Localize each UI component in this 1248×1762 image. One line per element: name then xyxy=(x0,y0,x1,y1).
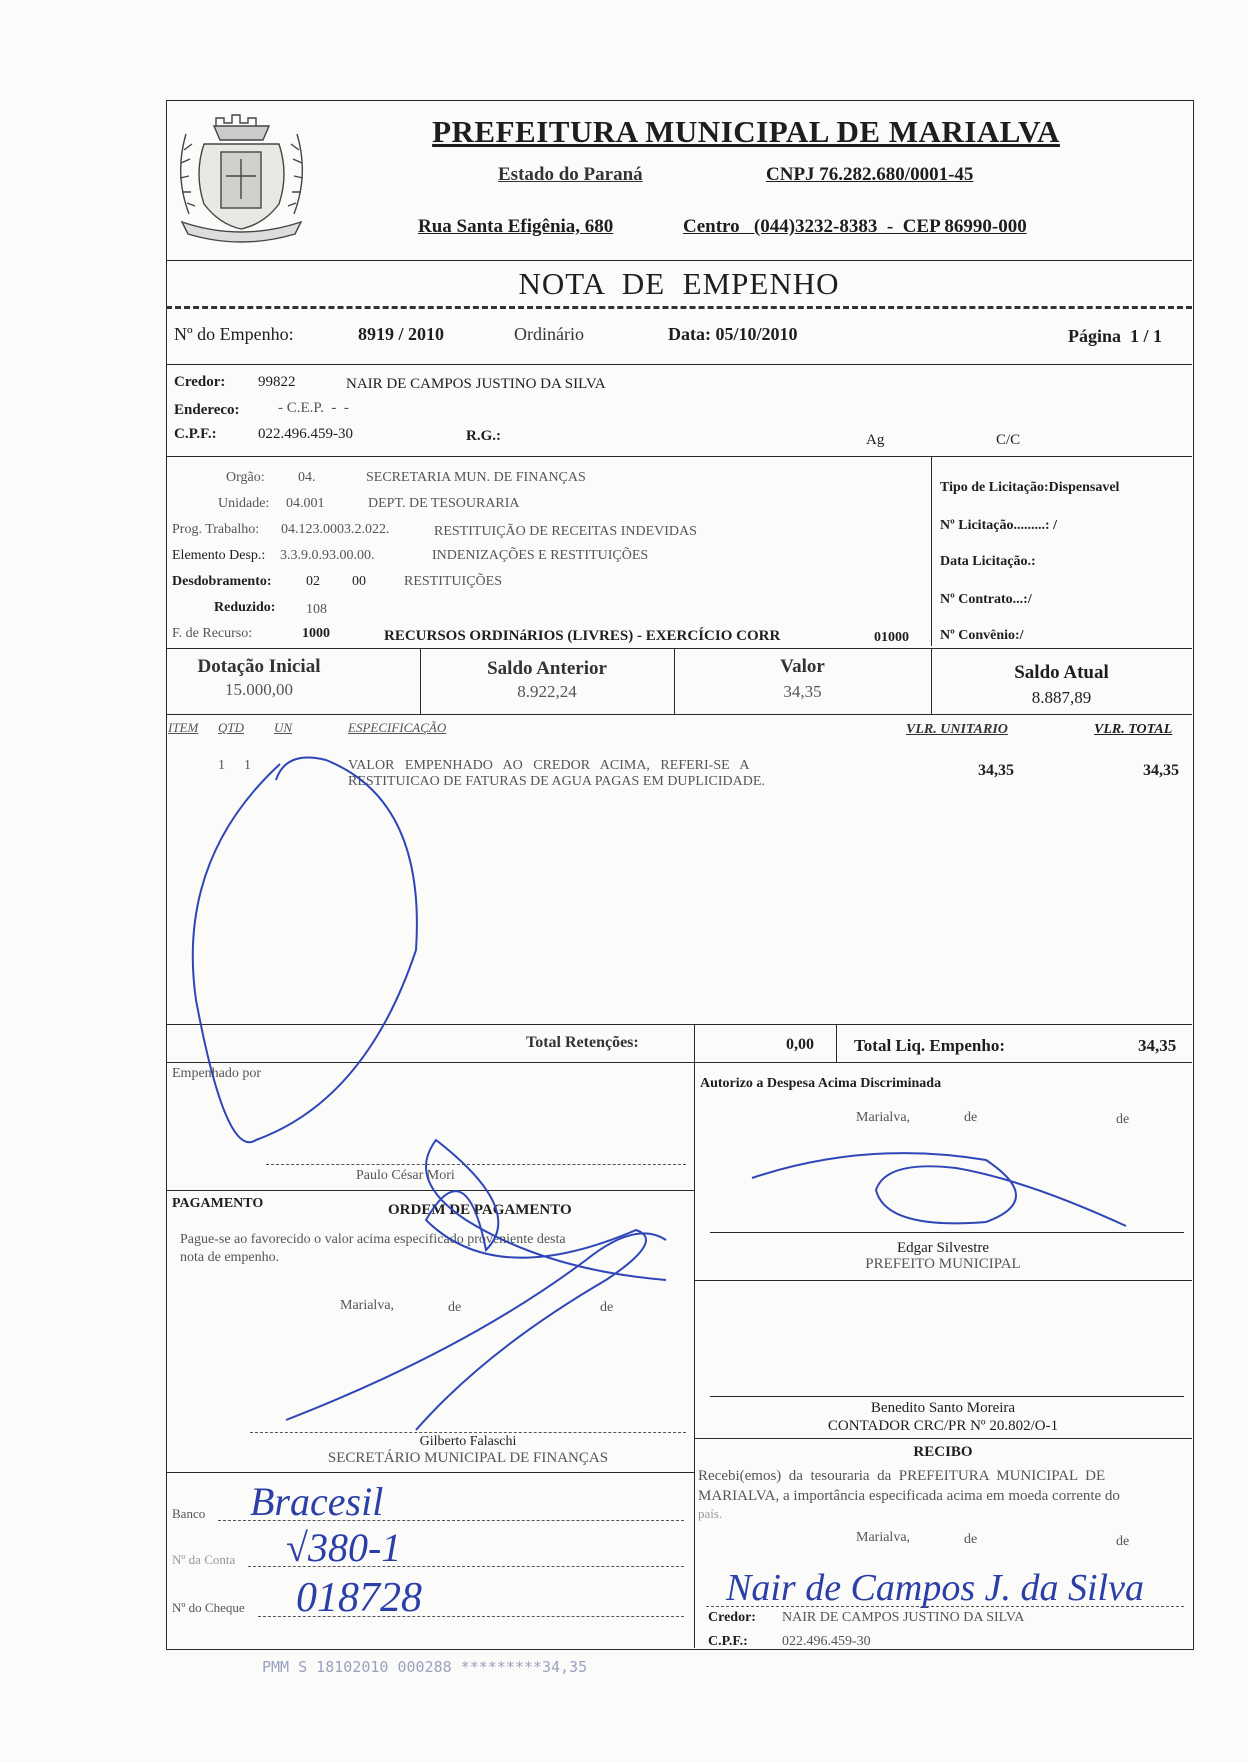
row-item: 1 xyxy=(218,758,225,773)
col-especificacao: ESPECIFICAÇÃO xyxy=(348,720,447,735)
pagamento-label: PAGAMENTO xyxy=(172,1196,264,1211)
prefeitura-title: PREFEITURA MUNICIPAL DE MARIALVA xyxy=(432,114,1060,149)
recurso-name: RECURSOS ORDINáRIOS (LIVRES) - EXERCÍCIO CORR xyxy=(384,628,781,644)
recibo-cpf-value: 022.496.459-30 xyxy=(782,1634,871,1649)
unidade-name: DEPT. DE TESOURARIA xyxy=(368,496,520,511)
recibo-signature: Nair de Campos J. da Silva xyxy=(726,1567,1144,1609)
banco-label: Banco xyxy=(172,1506,206,1521)
contador-title: CONTADOR CRC/PR Nº 20.802/O-1 xyxy=(827,1418,1059,1434)
prog-value: 04.123.0003.2.022. xyxy=(281,522,390,537)
row-vlr-unitario: 34,35 xyxy=(978,762,1014,779)
secretario-title: SECRETÁRIO MUNICIPAL DE FINANÇAS xyxy=(327,1450,609,1466)
address-label: Rua Santa Efigênia, 680 xyxy=(418,216,614,237)
col-vlr-unitario: VLR. UNITARIO xyxy=(906,722,1008,737)
row-description-1: VALOR EMPENHADO AO CREDOR ACIMA, REFERI-SE A xyxy=(348,758,750,773)
desdobramento-name: RESTITUIÇÕES xyxy=(404,574,502,589)
contador-name: Benedito Santo Moreira xyxy=(870,1400,1016,1416)
secretario-name: Gilberto Falaschi xyxy=(419,1434,517,1449)
liq-empenho-label: Total Liq. Empenho: xyxy=(854,1036,1005,1055)
desdobramento-label: Desdobramento: xyxy=(172,574,272,589)
ag-label: Ag xyxy=(866,432,885,448)
col-vlr-total: VLR. TOTAL xyxy=(1094,722,1173,737)
banco-handwritten: Bracesil xyxy=(250,1479,384,1524)
reduzido-label: Reduzido: xyxy=(214,600,276,615)
phone-cep-label: Centro (044)3232-8383 - CEP 86990-000 xyxy=(683,216,1027,237)
saldo-anterior-label: Saldo Anterior xyxy=(487,658,607,679)
pagamento-de-1: de xyxy=(448,1300,462,1315)
empenho-date: Data: 05/10/2010 xyxy=(668,324,798,344)
recibo-de-2: de xyxy=(1116,1534,1130,1549)
empenhado-name: Paulo César Mori xyxy=(356,1168,455,1183)
dotacao-label: Dotação Inicial xyxy=(197,656,321,677)
col-item: ITEM xyxy=(168,720,199,735)
ordem-pagamento-label: ORDEM DE PAGAMENTO xyxy=(388,1202,572,1218)
numero-contrato: Nº Contrato...:/ xyxy=(940,592,1032,607)
orgao-label: Orgão: xyxy=(226,470,265,485)
cheque-label: Nº do Cheque xyxy=(172,1600,245,1615)
desdobramento-value-1: 02 xyxy=(306,574,320,589)
elemento-name: INDENIZAÇÕES E RESTITUIÇÕES xyxy=(432,548,649,563)
prefeito-title: PREFEITO MUNICIPAL xyxy=(865,1256,1021,1272)
autorizo-de-1: de xyxy=(964,1110,978,1125)
autorizo-marialva: Marialva, xyxy=(856,1110,911,1125)
recurso-code: 01000 xyxy=(874,630,909,645)
empenho-number-label: Nº do Empenho: xyxy=(174,324,294,344)
empenhado-por-label: Empenhado por xyxy=(172,1066,262,1081)
cpf-label: C.P.F.: xyxy=(174,426,217,442)
numero-convenio: Nº Convênio:/ xyxy=(940,628,1024,643)
unidade-value: 04.001 xyxy=(286,496,325,511)
orgao-value: 04. xyxy=(298,470,316,485)
recibo-text-2: MARIALVA, a importância especificada acima em moeda corrente do xyxy=(698,1488,1120,1504)
liq-empenho-value: 34,35 xyxy=(1138,1036,1177,1055)
autorizo-de-2: de xyxy=(1116,1112,1130,1127)
credor-code: 99822 xyxy=(258,374,296,390)
valor-label: Valor xyxy=(780,656,825,677)
conta-handwritten: √380-1 xyxy=(286,1525,402,1570)
orgao-name: SECRETARIA MUN. DE FINANÇAS xyxy=(366,470,586,485)
credor-name: NAIR DE CAMPOS JUSTINO DA SILVA xyxy=(346,376,606,392)
empenho-number: 8919 / 2010 xyxy=(358,324,445,344)
dotacao-value: 15.000,00 xyxy=(225,680,293,699)
recibo-credor-label: Credor: xyxy=(708,1610,756,1625)
recibo-cpf-label: C.P.F.: xyxy=(708,1634,748,1649)
recibo-title: RECIBO xyxy=(913,1444,973,1460)
rg-label: R.G.: xyxy=(466,428,501,444)
prog-name: RESTITUIÇÃO DE RECEITAS INDEVIDAS xyxy=(434,524,697,539)
autorizo-label: Autorizo a Despesa Acima Discriminada xyxy=(700,1076,942,1091)
elemento-label: Elemento Desp.: xyxy=(172,548,266,563)
recurso-label: F. de Recurso: xyxy=(172,626,253,641)
nota-de-empenho-document xyxy=(166,100,1194,1650)
recibo-text-3: país. xyxy=(698,1506,723,1521)
endereco-value: - C.E.P. - - xyxy=(278,400,349,416)
credor-label: Credor: xyxy=(174,374,226,390)
cc-label: C/C xyxy=(996,432,1021,448)
saldo-anterior-value: 8.922,24 xyxy=(517,682,577,701)
cpf-value: 022.496.459-30 xyxy=(258,426,353,442)
numero-licitacao: Nº Licitação.........: / xyxy=(940,518,1057,533)
recibo-marialva: Marialva, xyxy=(856,1530,911,1545)
recibo-de-1: de xyxy=(964,1532,978,1547)
row-vlr-total: 34,35 xyxy=(1143,762,1179,779)
pagamento-de-2: de xyxy=(600,1300,614,1315)
saldo-atual-label: Saldo Atual xyxy=(1014,662,1109,683)
reduzido-value: 108 xyxy=(306,602,327,617)
row-qtd: 1 xyxy=(244,758,251,773)
saldo-atual-value: 8.887,89 xyxy=(1031,688,1092,707)
col-un: UN xyxy=(274,720,293,735)
prefeito-name: Edgar Silvestre xyxy=(896,1240,990,1256)
prog-label: Prog. Trabalho: xyxy=(172,522,260,537)
retencoes-value: 0,00 xyxy=(786,1036,814,1053)
state-label: Estado do Paraná xyxy=(498,164,643,185)
valor-value: 34,35 xyxy=(783,682,822,701)
pagamento-marialva: Marialva, xyxy=(340,1298,395,1313)
page-indicator: Página 1 / 1 xyxy=(1068,326,1163,346)
pagamento-text-2: nota de empenho. xyxy=(180,1250,280,1265)
desdobramento-value-2: 00 xyxy=(352,574,366,589)
cheque-handwritten: 018728 xyxy=(296,1575,422,1621)
retencoes-label: Total Retenções: xyxy=(526,1034,639,1051)
pagamento-text-1: Pague-se ao favorecido o valor acima especificado proveniente desta xyxy=(180,1232,566,1247)
empenho-type: Ordinário xyxy=(514,324,584,344)
tipo-licitacao: Tipo de Licitação:Dispensavel xyxy=(940,480,1120,495)
unidade-label: Unidade: xyxy=(218,496,270,511)
footer-stamp: PMM S 18102010 000288 *********34,35 xyxy=(262,1658,588,1676)
recurso-value: 1000 xyxy=(302,626,330,641)
recibo-text-1: Recebi(emos) da tesouraria da PREFEITURA MUNICIPAL DE xyxy=(698,1468,1106,1484)
recibo-credor-name: NAIR DE CAMPOS JUSTINO DA SILVA xyxy=(782,1610,1025,1625)
cnpj-label: CNPJ 76.282.680/0001-45 xyxy=(766,164,974,185)
row-description-2: RESTITUICAO DE FATURAS DE AGUA PAGAS EM DUPLICIDADE. xyxy=(348,774,765,789)
col-qtd: QTD xyxy=(218,720,245,735)
signature-strokes xyxy=(166,100,1192,1648)
data-licitacao: Data Licitação.: xyxy=(940,554,1036,569)
endereco-label: Endereco: xyxy=(174,402,240,418)
elemento-value: 3.3.9.0.93.00.00. xyxy=(280,548,375,563)
conta-label: Nº da Conta xyxy=(172,1552,236,1567)
document-title: NOTA DE EMPENHO xyxy=(518,266,840,301)
